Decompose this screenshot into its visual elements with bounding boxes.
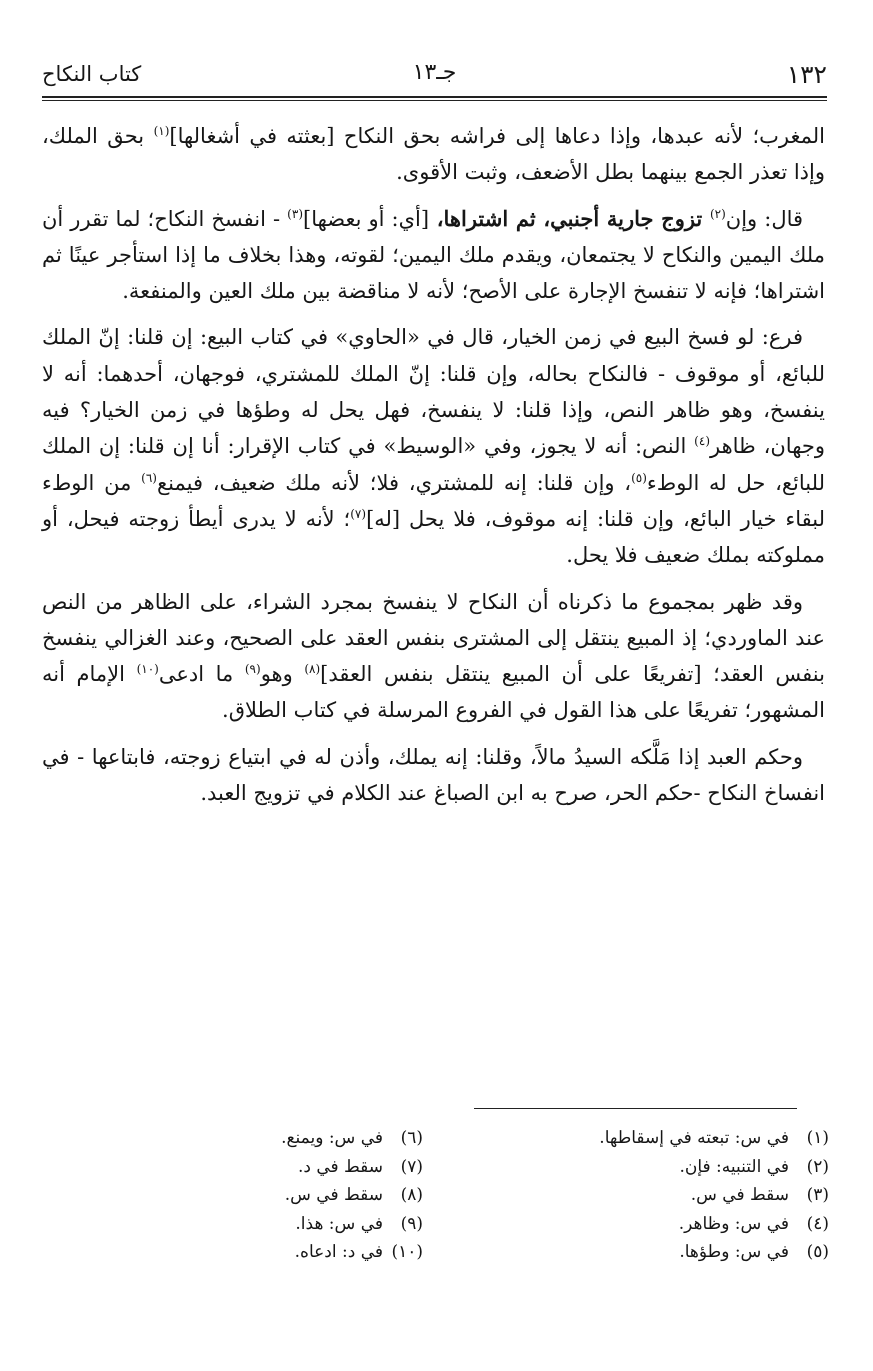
- page-header: [42, 60, 827, 94]
- page-number: ١٣٢: [786, 60, 827, 89]
- footnote: [499, 1238, 829, 1267]
- footnote-ref: (٢): [709, 206, 726, 221]
- text-run: فرع: لو فسخ البيع في زمن الخيار، قال في «الحاوي» في كتاب البيع: إن قلنا: إنّ الملك للبائع، أو موقوف - فالنكاح بحاله، وإن قلنا: إنّ الملك للمشتري، فوجهان، أحدهما: أنه لا ينفسخ، وهو ظاهر النص، وإذا قلنا: لا ينفسخ، فهل يحل له وطؤها في زمن الخيار؟ فيه وجهان، ظاهر: [42, 325, 825, 459]
- footnote-text: في س: ويمنع.: [281, 1128, 383, 1148]
- text-run: ؛ لأنه لا يدرى أيطأ زوجته فيحل، أو مملوكته بملك ضعيف فلا يحل.: [42, 506, 825, 568]
- footnote: [499, 1124, 829, 1153]
- footnote-text: في س: هذا.: [295, 1213, 383, 1234]
- footnote: [93, 1124, 423, 1153]
- footnote-number: (١٠): [391, 1242, 423, 1262]
- header-rule-thin: [42, 100, 827, 101]
- footnote-ref: (٩): [244, 662, 261, 677]
- header-rule: [42, 96, 827, 98]
- footnote-text: في س: وطؤها.: [679, 1242, 789, 1262]
- footnotes-column-left: [93, 1124, 423, 1267]
- footnote-ref: (٤): [694, 434, 710, 449]
- paragraph: [42, 118, 825, 191]
- text-run: وحكم العبد إذا مَلَّكه السيدُ مالاً، وقلنا: إنه يملك، وأذن له في ابتياع زوجته، فابتاعها - في انفساخ النكاح -حكم الحر، صرح به ابن الصباغ عند الكلام في تزويج العبد.: [42, 744, 825, 806]
- footnote-number: (١): [806, 1128, 829, 1148]
- footnote: [93, 1181, 423, 1210]
- text-run: ما ادعى: [158, 662, 245, 687]
- text-run: بحق الملك، وإذا تعذر الجمع بينهما بطل الأضعف، وثبت الأقوى.: [42, 124, 825, 185]
- text-run: وهو: [260, 662, 305, 687]
- bold-text: تزوج جارية أجنبي، ثم اشتراها،: [429, 205, 710, 231]
- footnote: [499, 1181, 829, 1210]
- footnote-text: في س: تبعته في إسقاطها.: [599, 1128, 789, 1148]
- footnote-number: (٨): [400, 1185, 423, 1205]
- paragraph: [42, 739, 825, 812]
- footnote-ref: (١): [153, 124, 170, 138]
- footnote: [93, 1210, 423, 1239]
- footnote-number: (٣): [806, 1185, 829, 1205]
- text-run: قال: وإن: [725, 206, 804, 231]
- footnote-number: (٦): [400, 1128, 423, 1148]
- text-run: المغرب؛ لأنه عبدها، وإذا دعاها إلى فراشه بحق النكاح [بعثته في أشغالها]: [169, 124, 825, 148]
- footnote: [499, 1153, 829, 1182]
- footnote-ref: (٧): [350, 506, 367, 521]
- footnote-ref: (٨): [304, 662, 321, 677]
- footnote-ref: (٣): [287, 206, 303, 221]
- text-run: وقد ظهر بمجموع ما ذكرناه أن النكاح لا ينفسخ بمجرد الشراء، على الظاهر من النص عند الماوردي؛ إذ المبيع ينتقل إلى المشترى بنفس العقد على الصحيح، وعند الغزالي ينفسخ بنفس العقد؛ [تفريعًا على أن المبيع ينتقل بنفس العقد]: [42, 589, 825, 687]
- footnote-text: في س: وظاهر.: [678, 1213, 789, 1234]
- footnote-number: (٥): [806, 1242, 829, 1262]
- text-run: [أي: أو بعضها]: [303, 206, 430, 231]
- paragraph: [42, 584, 825, 729]
- paragraph: [42, 201, 825, 310]
- footnote-ref: (٦): [141, 470, 157, 485]
- text-run: الإمام أنه المشهور؛ تفريعًا على هذا القول في الفروع المرسلة في كتاب الطلاق.: [42, 662, 825, 723]
- text-run: ، وإن قلنا: إنه للمشتري، فلا؛ لأنه ملك ضعيف، فيمنع: [156, 470, 632, 495]
- paragraph: [42, 319, 825, 573]
- volume-label: جـ١٣: [412, 60, 457, 85]
- main-text: [42, 118, 825, 821]
- footnote-text: سقط في س.: [690, 1185, 789, 1205]
- text-run: - انفسخ النكاح؛ لما تقرر أن ملك اليمين والنكاح لا يجتمعان، ويقدم ملك اليمين؛ لقوته، وهذا بخلاف ما إذا استأجر عينًا ثم اشتراها؛ فإنه لا تنفسخ الإجارة على الأصح؛ لأنه لا مناقضة بين ملك العين والمنفعة.: [42, 206, 825, 304]
- footnote: [499, 1210, 829, 1239]
- text-run: من الوطء لبقاء خيار البائع، وإن قلنا: إنه موقوف، فلا يحل [له]: [42, 470, 825, 531]
- footnote-number: (٩): [400, 1213, 423, 1234]
- footnote-ref: (١٠): [136, 662, 159, 677]
- text-run: النص: أنه لا يجوز، وفي «الوسيط» في كتاب الإقرار: أنا إن قلنا: إن الملك للبائع، حل له الوطء: [42, 434, 825, 495]
- running-title: كتاب النكاح: [42, 62, 142, 86]
- footnote: [93, 1238, 423, 1267]
- footnote: [93, 1153, 423, 1182]
- footnotes-column-right: [499, 1124, 829, 1267]
- footnote-text: سقط في س.: [284, 1185, 383, 1205]
- footnote-separator: [474, 1108, 797, 1109]
- footnote-text: سقط في د.: [297, 1156, 383, 1177]
- footnote-number: (٧): [400, 1156, 423, 1177]
- footnote-text: في التنبيه: فإن.: [679, 1156, 789, 1177]
- footnote-number: (٤): [806, 1213, 829, 1234]
- footnote-ref: (٥): [631, 470, 647, 485]
- footnote-text: في د: ادعاه.: [294, 1242, 383, 1262]
- footnote-number: (٢): [806, 1156, 829, 1177]
